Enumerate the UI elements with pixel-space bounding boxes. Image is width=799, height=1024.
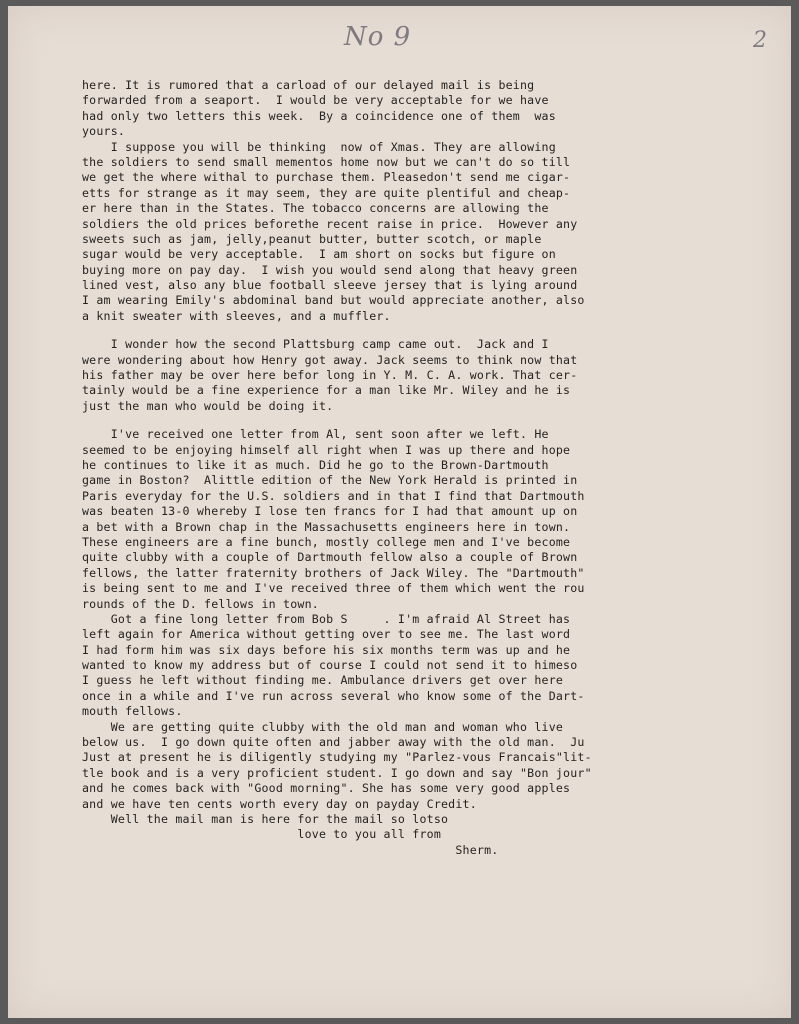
text-line: once in a while and I've run across several who know some of the Dart-: [82, 688, 585, 703]
text-line: Just at present he is diligently studying my "Parlez-vous Francais"lit-: [82, 750, 592, 765]
text-line: Got a fine long letter from Bob S . I'm afraid Al Street has: [82, 611, 571, 626]
paragraph-xmas: [82, 140, 772, 325]
text-line: soldiers the old prices beforethe recent raise in price. However any: [82, 216, 578, 231]
text-line: left again for America without getting over to see me. The last word: [82, 627, 571, 642]
text-line: Well the mail man is here for the mail so lotso: [82, 811, 449, 826]
letter-page: [8, 6, 791, 1018]
text-line: forwarded from a seaport. I would be very acceptable for we have: [82, 93, 549, 108]
text-line: I wonder how the second Plattsburg camp came out. Jack and I: [82, 337, 549, 352]
paragraph-closing: [82, 812, 772, 858]
text-line: seemed to be enjoying himself all right when I was up there and hope: [82, 442, 571, 457]
text-line: and we have ten cents worth every day on payday Credit.: [82, 796, 477, 811]
text-line: was beaten 13-0 whereby I lose ten francs for I had that amount up on: [82, 504, 578, 519]
text-line: I had form him was six days before his six months term was up and he: [82, 642, 571, 657]
text-line: I suppose you will be thinking now of Xmas. They are allowing: [82, 139, 556, 154]
text-line: Paris everyday for the U.S. soldiers and in that I find that Dartmouth: [82, 488, 585, 503]
handwritten-page-label: No 9: [344, 22, 412, 52]
text-line: game in Boston? Alittle edition of the New York Herald is printed in: [82, 473, 578, 488]
text-line: he continues to like it as much. Did he go to the Brown-Dartmouth: [82, 457, 549, 472]
text-line: I've received one letter from Al, sent soon after we left. He: [82, 427, 549, 442]
text-line: and he comes back with "Good morning". She has some very good apples: [82, 781, 571, 796]
paragraph-mail: [82, 78, 772, 140]
page-number: 2: [753, 28, 767, 53]
text-line: lined vest, also any blue football sleeve jersey that is lying around: [82, 278, 578, 293]
signature-line: Sherm.: [82, 842, 499, 857]
paragraph-bob: [82, 612, 772, 720]
text-line: These engineers are a fine bunch, mostly college men and I've become: [82, 534, 571, 549]
text-line: er here than in the States. The tobacco concerns are allowing the: [82, 201, 549, 216]
text-line: fellows, the latter fraternity brothers of Jack Wiley. The "Dartmouth": [82, 565, 585, 580]
text-line: buying more on pay day. I wish you would send along that heavy green: [82, 262, 578, 277]
text-line: I am wearing Emily's abdominal band but would appreciate another, also: [82, 293, 585, 308]
text-line: quite clubby with a couple of Dartmouth fellow also a couple of Brown: [82, 550, 578, 565]
letter-body: [82, 78, 772, 858]
text-line: We are getting quite clubby with the old man and woman who live: [82, 719, 564, 734]
text-line: rounds of the D. fellows in town.: [82, 596, 319, 611]
paragraph-gap: [82, 414, 772, 427]
text-line: I guess he left without finding me. Ambulance drivers get over here: [82, 673, 564, 688]
text-line: the soldiers to send small mementos home now but we can't do so till: [82, 154, 571, 169]
text-line: is being sent to me and I've received three of them which went the rou: [82, 581, 585, 596]
text-line: tainly would be a fine experience for a man like Mr. Wiley and he is: [82, 383, 571, 398]
text-line: had only two letters this week. By a coincidence one of them was: [82, 108, 556, 123]
closing-line: love to you all from: [82, 827, 442, 842]
paragraph-old-man: [82, 720, 772, 812]
text-line: a bet with a Brown chap in the Massachusetts engineers here in town.: [82, 519, 571, 534]
text-line: tle book and is a very proficient student. I go down and say "Bon jour": [82, 765, 592, 780]
text-line: a knit sweater with sleeves, and a muffler.: [82, 308, 391, 323]
text-line: sugar would be very acceptable. I am short on socks but figure on: [82, 247, 556, 262]
text-line: were wondering about how Henry got away. Jack seems to think now that: [82, 352, 578, 367]
paragraph-plattsburg: [82, 337, 772, 414]
text-line: we get the where withal to purchase them. Pleasedon't send me cigar-: [82, 170, 571, 185]
text-line: mouth fellows.: [82, 704, 183, 719]
text-line: yours.: [82, 124, 126, 139]
text-line: sweets such as jam, jelly,peanut butter, butter scotch, or maple: [82, 231, 542, 246]
text-line: wanted to know my address but of course I could not send it to himeso: [82, 658, 578, 673]
text-line: here. It is rumored that a carload of our delayed mail is being: [82, 78, 535, 92]
text-line: just the man who would be doing it.: [82, 398, 334, 413]
text-line: below us. I go down quite often and jabber away with the old man. Ju: [82, 735, 585, 750]
paragraph-al: [82, 427, 772, 612]
text-line: etts for strange as it may seem, they are quite plentiful and cheap-: [82, 185, 571, 200]
text-line: his father may be over here befor long in Y. M. C. A. work. That cer-: [82, 368, 578, 383]
paragraph-gap: [82, 324, 772, 337]
